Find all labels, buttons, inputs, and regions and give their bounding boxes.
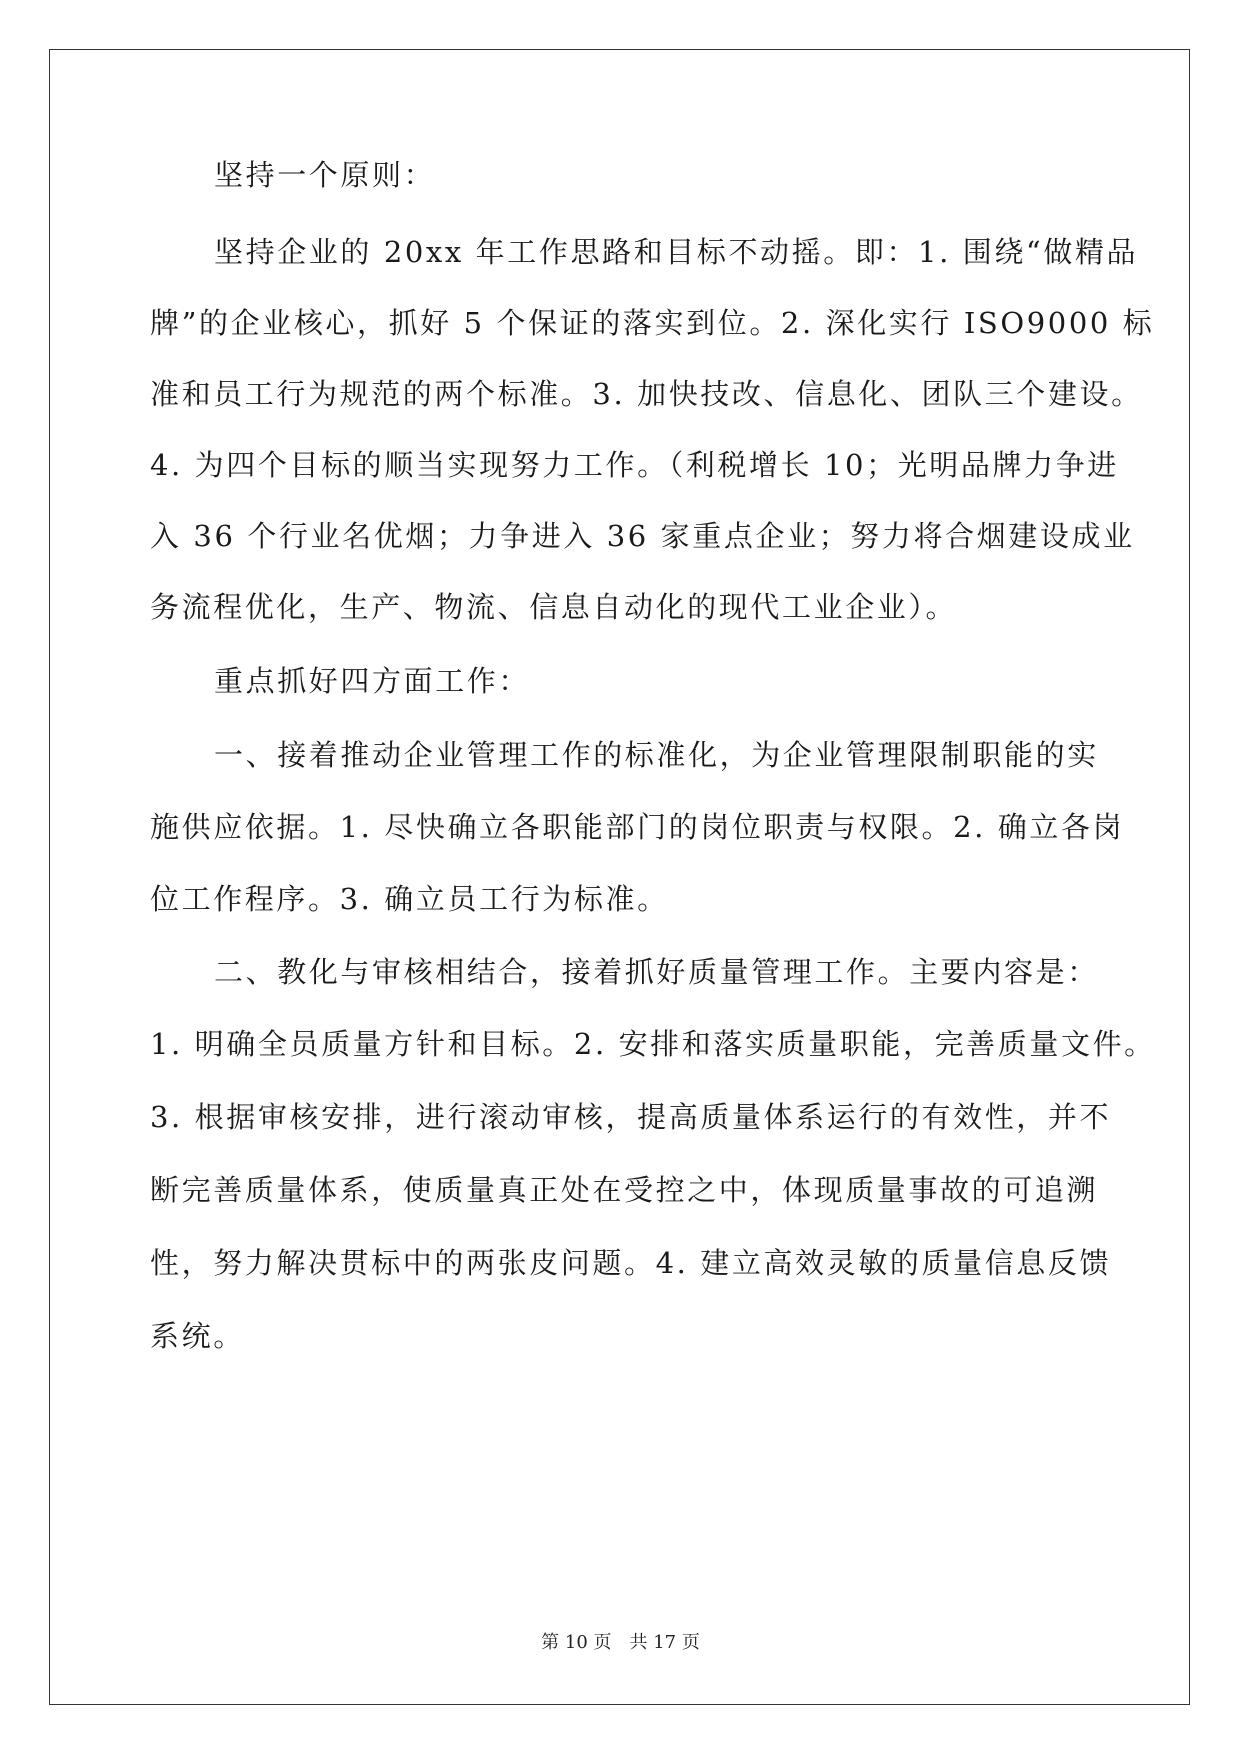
text-line: 施供应依据。1. 尽快确立各职能部门的岗位职责与权限。2. 确立各岗	[150, 810, 1125, 844]
page-border	[49, 49, 1190, 1705]
page-number-footer: 第 10 页 共 17 页	[541, 1632, 700, 1653]
text-line: 位工作程序。3. 确立员工行为标准。	[150, 882, 669, 916]
text-line: 系统。	[150, 1319, 245, 1353]
text-line: 一、接着推动企业管理工作的标准化，为企业管理限制职能的实	[214, 738, 1099, 772]
text-line: 性，努力解决贯标中的两张皮问题。4. 建立高效灵敏的质量信息反馈	[150, 1246, 1112, 1280]
text-line: 准和员工行为规范的两个标准。3. 加快技改、信息化、团队三个建设。	[150, 377, 1143, 411]
text-line: 3. 根据审核安排，进行滚动审核，提高质量体系运行的有效性，并不	[150, 1100, 1112, 1134]
text-line: 务流程优化，生产、物流、信息自动化的现代工业企业）。	[150, 590, 958, 624]
paragraph-heading-principle: 坚持一个原则：	[214, 158, 436, 192]
text-line: 1. 明确全员质量方针和目标。2. 安排和落实质量职能，完善质量文件。	[150, 1027, 1156, 1061]
text-line: 断完善质量体系，使质量真正处在受控之中，体现质量事故的可追溯	[150, 1173, 1099, 1207]
text-line: 坚持企业的 20xx 年工作思路和目标不动摇。即：1. 围绕“做精品	[214, 235, 1139, 269]
text-line: 二、教化与审核相结合，接着抓好质量管理工作。主要内容是：	[214, 955, 1099, 989]
text-line: 4. 为四个目标的顺当实现努力工作。（利税增长 10；光明品牌力争进	[150, 448, 1119, 482]
text-line: 牌”的企业核心，抓好 5 个保证的落实到位。2. 深化实行 ISO9000 标	[150, 306, 1155, 340]
paragraph-heading-four-aspects: 重点抓好四方面工作：	[214, 664, 531, 698]
text-line: 入 36 个行业名优烟；力争进入 36 家重点企业；努力将合烟建设成业	[150, 519, 1135, 553]
